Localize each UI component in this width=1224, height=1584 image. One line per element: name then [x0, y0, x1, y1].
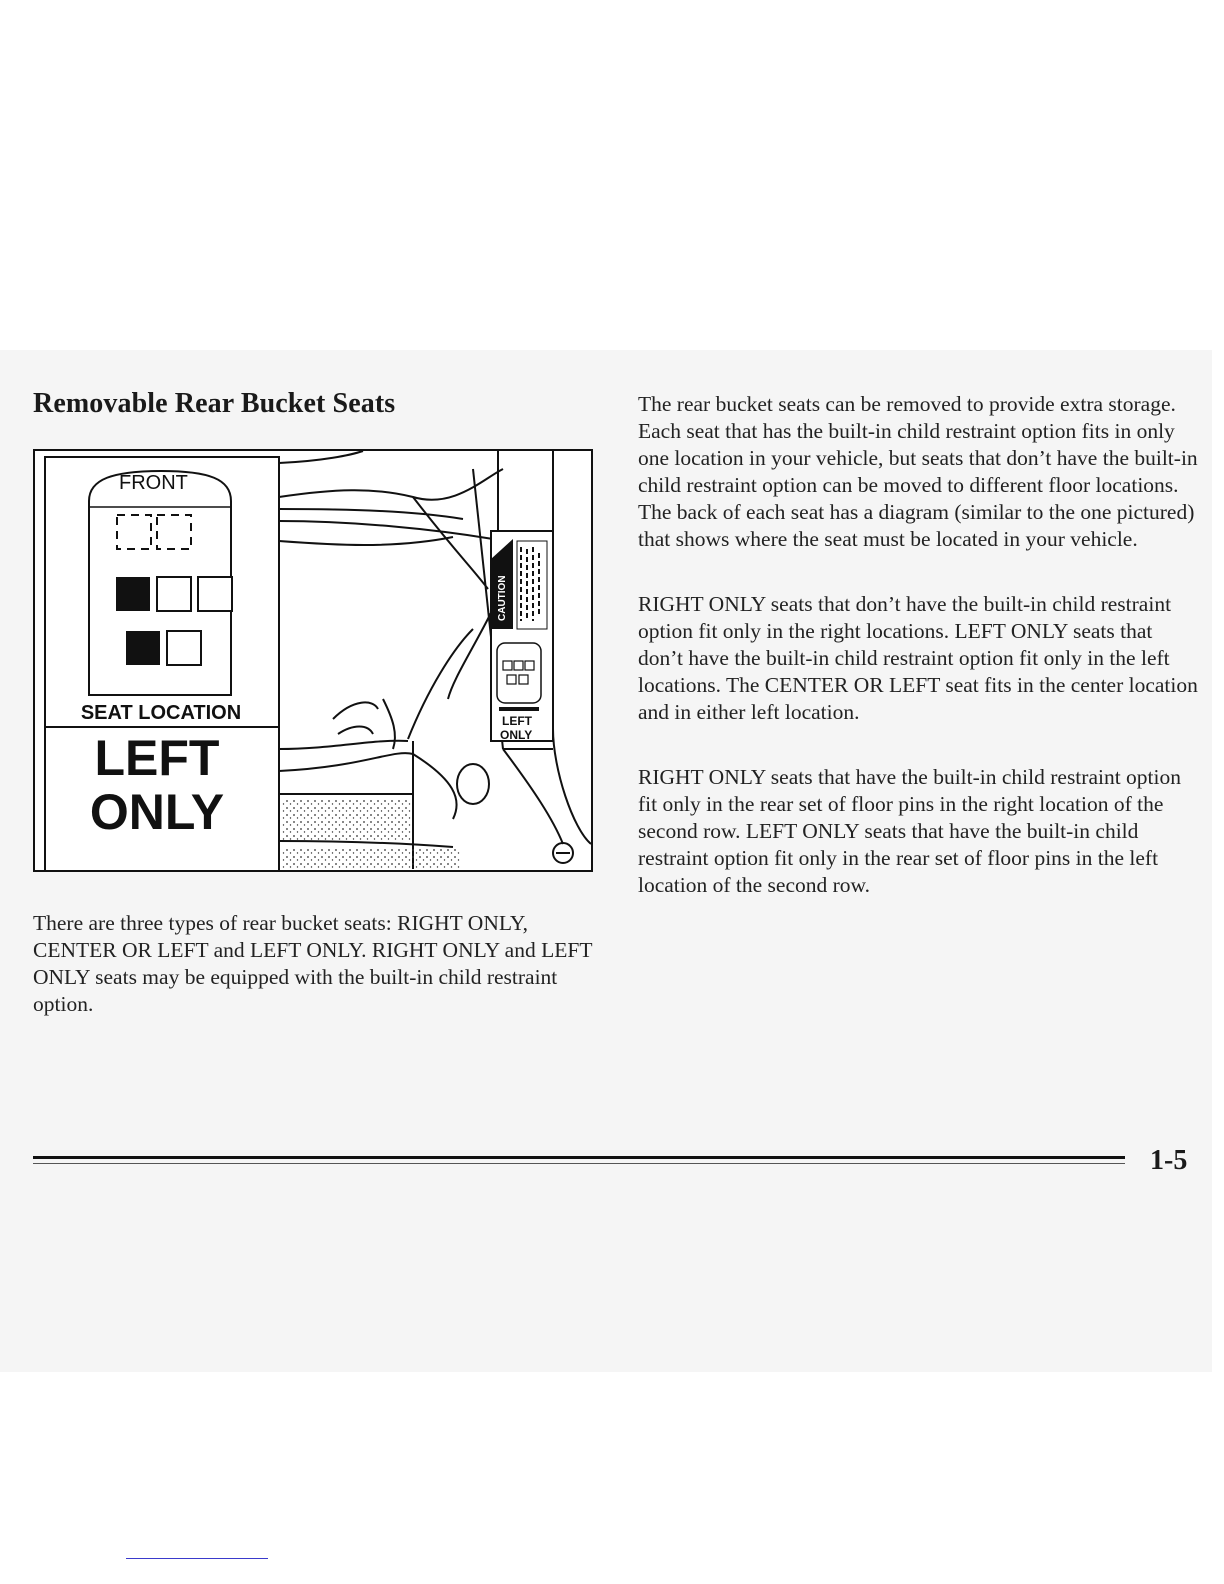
seat-location-label: SEAT LOCATION: [80, 702, 242, 724]
seat-location-illustration: [33, 449, 593, 873]
no-restraint-paragraph: RIGHT ONLY seats that don’t have the built-in child restraint option fit only in the right locations. LEFT ONLY seats that don’t have the built-in child restraint option fit only in the left locations. The CENTER OR LEFT seat fits in the center location and in either left location.: [638, 592, 1198, 724]
seat-back-tag: [491, 531, 553, 742]
only-label: ONLY: [89, 784, 225, 840]
bottom-link-underline: [126, 1558, 268, 1559]
footer-rule: [33, 1156, 1125, 1159]
page-number: 1-5: [1150, 1145, 1188, 1176]
seat-location-placard: [45, 457, 279, 871]
tag-left-label: LEFT: [502, 714, 532, 728]
with-restraint-paragraph: RIGHT ONLY seats that have the built-in child restraint option fit only in the rear set of floor pins in the right location of the second row. LEFT ONLY seats that have the built-in child restraint option fit only in the rear set of floor pins in the left location of the second row.: [638, 765, 1182, 897]
seat-square-filled-row3: [126, 631, 160, 665]
front-label: FRONT: [119, 472, 188, 494]
seat-square-filled: [116, 577, 150, 611]
removal-paragraph: The rear bucket seats can be removed to provide extra storage. Each seat that has the built-in child restraint option fits in only one location in your vehicle, but seats that don’t have the built-in child restraint option can be moved to different floor locations. The back of each seat has a diagram (similar to the one pictured) that shows where the seat must be located in your vehicle.: [638, 392, 1198, 551]
tag-caution-label: CAUTION: [497, 575, 508, 621]
section-title: Removable Rear Bucket Seats: [33, 388, 396, 419]
floor-carpet-texture-lower: [281, 847, 461, 869]
left-label: LEFT: [94, 730, 220, 786]
footer-rule-thin: [33, 1163, 1125, 1164]
intro-paragraph: There are three types of rear bucket seats: RIGHT ONLY, CENTER OR LEFT and LEFT ONLY. RIGHT ONLY and LEFT ONLY seats may be equipped with the built-in child restraint option.: [33, 911, 593, 1016]
seat-location-figure: [33, 449, 593, 873]
tag-only-label: ONLY: [500, 728, 533, 742]
floor-carpet-texture: [281, 799, 411, 841]
